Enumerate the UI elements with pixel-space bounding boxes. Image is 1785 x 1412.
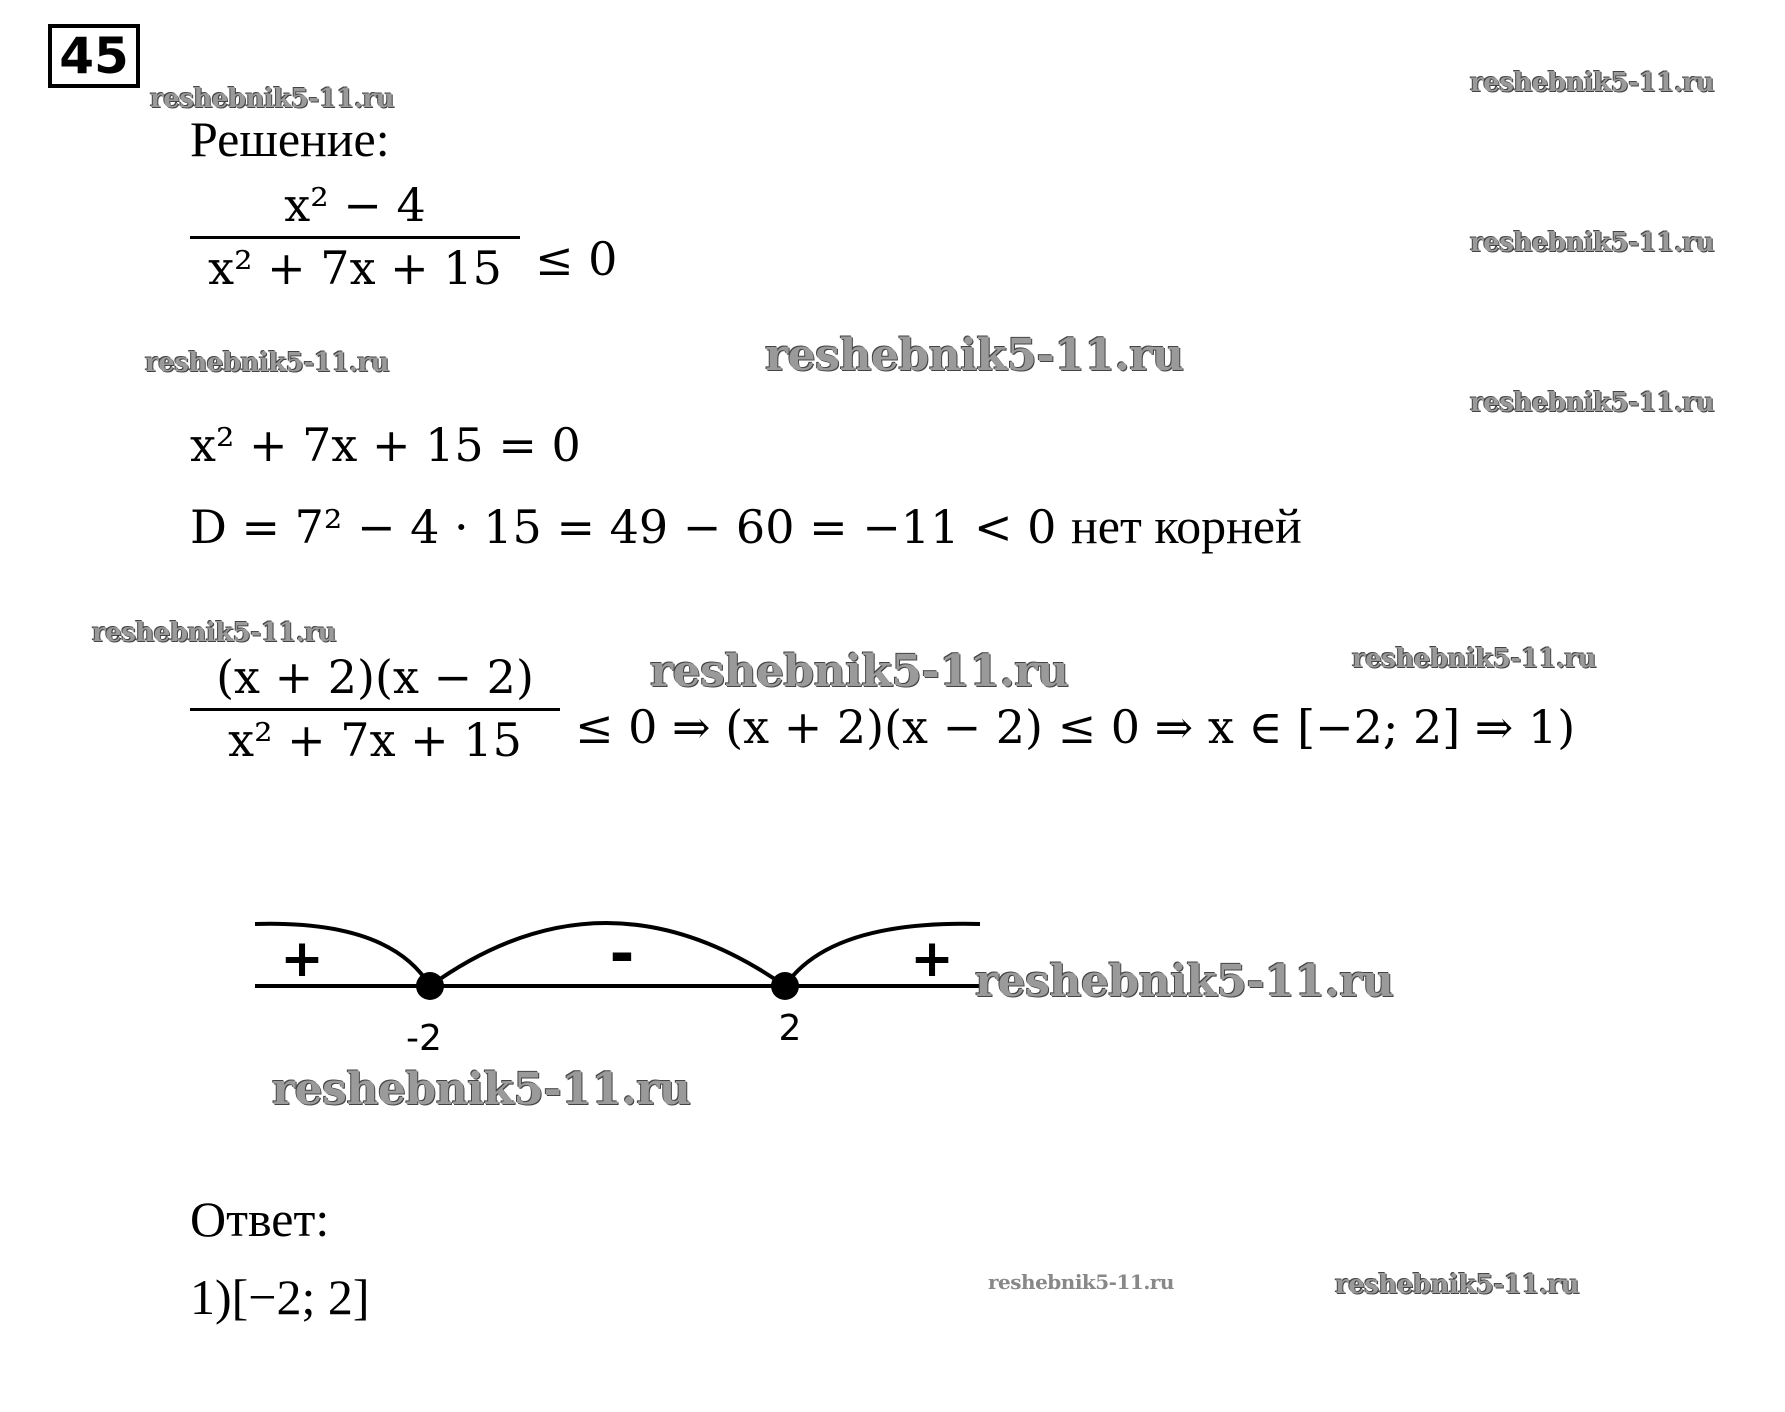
point-minus-2: [416, 972, 444, 1000]
watermark: reshebnik5-11.ru: [1470, 68, 1715, 98]
watermark: reshebnik5-11.ru: [145, 348, 390, 378]
factored-fraction: [190, 650, 560, 767]
label-minus-2: -2: [406, 1018, 442, 1059]
factored-numerator: (x + 2)(x − 2): [216, 650, 534, 704]
watermark: reshebnik5-11.ru: [765, 330, 1184, 381]
watermark: reshebnik5-11.ru: [650, 646, 1069, 697]
inequality-fraction: [190, 178, 520, 295]
sign-arc-middle: [430, 923, 785, 986]
watermark: reshebnik5-11.ru: [150, 84, 395, 114]
sign-middle: -: [609, 919, 635, 989]
watermark: reshebnik5-11.ru: [975, 956, 1394, 1007]
sign-left: +: [280, 929, 324, 989]
discriminant-line: [190, 497, 1302, 555]
watermark: reshebnik5-11.ru: [272, 1064, 691, 1115]
watermark: reshebnik5-11.ru: [1335, 1270, 1580, 1300]
discriminant-note: нет корней: [1071, 498, 1302, 554]
factored-chain: ≤ 0 ⇒ (x + 2)(x − 2) ≤ 0 ⇒ x ∈ [−2; 2] ⇒ 1): [575, 700, 1576, 754]
label-2: 2: [778, 1008, 802, 1049]
problem-number: 45: [48, 24, 140, 88]
watermark: reshebnik5-11.ru: [988, 1270, 1174, 1294]
watermark: reshebnik5-11.ru: [1352, 644, 1597, 674]
sign-right: +: [910, 929, 954, 989]
answer-value: 1)[−2; 2]: [190, 1269, 370, 1325]
discriminant-formula: D = 7² − 4 · 15 = 49 − 60 = −11 < 0: [190, 500, 1057, 554]
number-line-diagram: [250, 900, 990, 1060]
watermark: reshebnik5-11.ru: [1470, 388, 1715, 418]
watermark: reshebnik5-11.ru: [1470, 228, 1715, 258]
equation-line: x² + 7x + 15 = 0: [190, 418, 581, 472]
solution-heading: Решение:: [190, 111, 390, 167]
factored-denominator: x² + 7x + 15: [228, 713, 522, 767]
watermark: reshebnik5-11.ru: [92, 618, 337, 648]
inequality-sign: ≤ 0: [535, 232, 618, 286]
inequality-numerator: x² − 4: [284, 178, 426, 232]
point-2: [771, 972, 799, 1000]
answer-heading: Ответ:: [190, 1191, 330, 1247]
inequality-denominator: x² + 7x + 15: [208, 241, 502, 295]
